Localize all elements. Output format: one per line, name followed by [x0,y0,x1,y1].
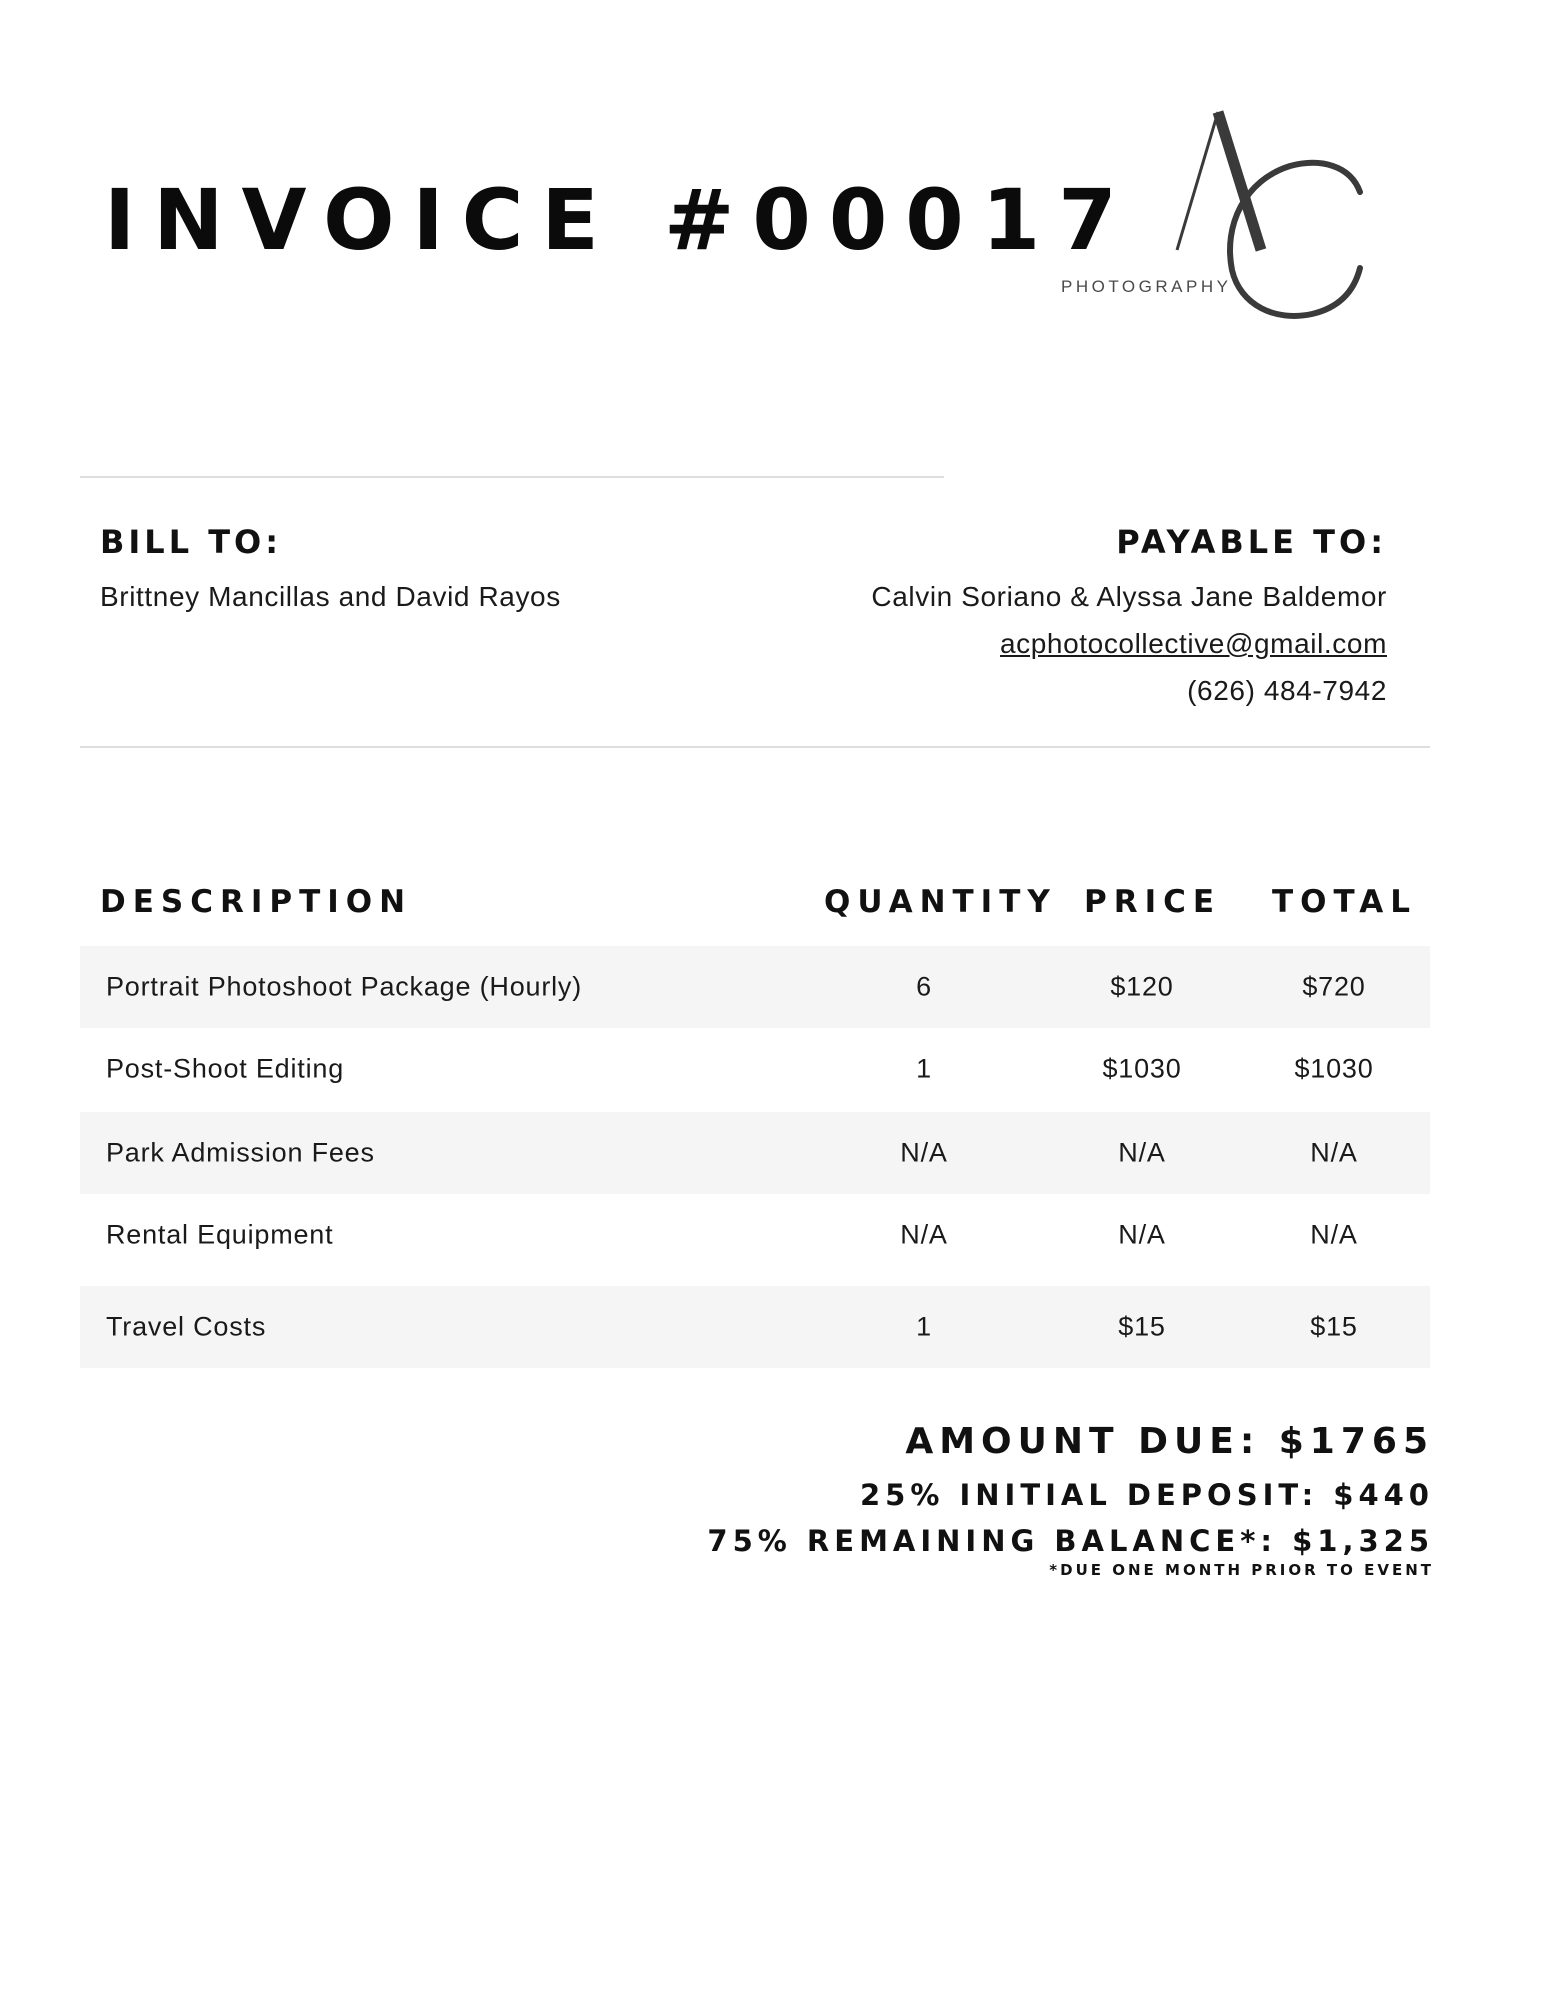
row-total: $15 [1310,1311,1358,1342]
table-row [80,1028,1430,1110]
invoice-title: INVOICE #00017 [104,171,1135,269]
initial-deposit: 25% INITIAL DEPOSIT: $440 [859,1478,1434,1512]
row-description: Rental Equipment [106,1219,334,1250]
row-price: N/A [1118,1137,1166,1168]
table-row [80,946,1430,1028]
row-total: $720 [1302,971,1366,1002]
bill-to-label: BILL TO: [100,523,283,561]
column-header-price: PRICE [1084,884,1222,920]
row-quantity: N/A [900,1137,948,1168]
table-row [80,1194,1430,1276]
row-price: $1030 [1102,1053,1182,1084]
payable-to-phone: (626) 484-7942 [1187,675,1387,706]
row-total: N/A [1310,1137,1358,1168]
row-quantity: N/A [900,1219,948,1250]
table-row [80,1112,1430,1194]
column-header-description: DESCRIPTION [100,884,413,920]
bill-to-name: Brittney Mancillas and David Rayos [100,581,561,612]
row-total: N/A [1310,1219,1358,1250]
row-description: Travel Costs [106,1311,267,1342]
payable-to-label: PAYABLE TO: [1116,523,1387,561]
top-divider [80,476,944,478]
row-quantity: 1 [916,1311,932,1342]
row-price: N/A [1118,1219,1166,1250]
row-quantity: 1 [916,1053,932,1084]
row-quantity: 6 [916,971,932,1002]
column-header-quantity: QUANTITY [824,884,1057,920]
row-description: Portrait Photoshoot Package (Hourly) [106,971,583,1002]
row-total: $1030 [1294,1053,1374,1084]
payable-to-name: Calvin Soriano & Alyssa Jane Baldemor [871,581,1387,612]
middle-divider [80,746,1430,748]
remaining-balance: 75% REMAINING BALANCE*: $1,325 [707,1524,1434,1558]
row-price: $15 [1118,1311,1166,1342]
row-price: $120 [1110,971,1174,1002]
row-description: Post-Shoot Editing [106,1053,345,1084]
row-description: Park Admission Fees [106,1137,375,1168]
amount-due: AMOUNT DUE: $1765 [905,1421,1434,1462]
column-header-total: TOTAL [1272,884,1417,920]
balance-due-note: *DUE ONE MONTH PRIOR TO EVENT [1049,1561,1434,1579]
logo-wordmark: PHOTOGRAPHY [1061,277,1232,296]
table-row [80,1286,1430,1368]
payable-to-email-link[interactable]: acphotocollective@gmail.com [999,628,1387,659]
